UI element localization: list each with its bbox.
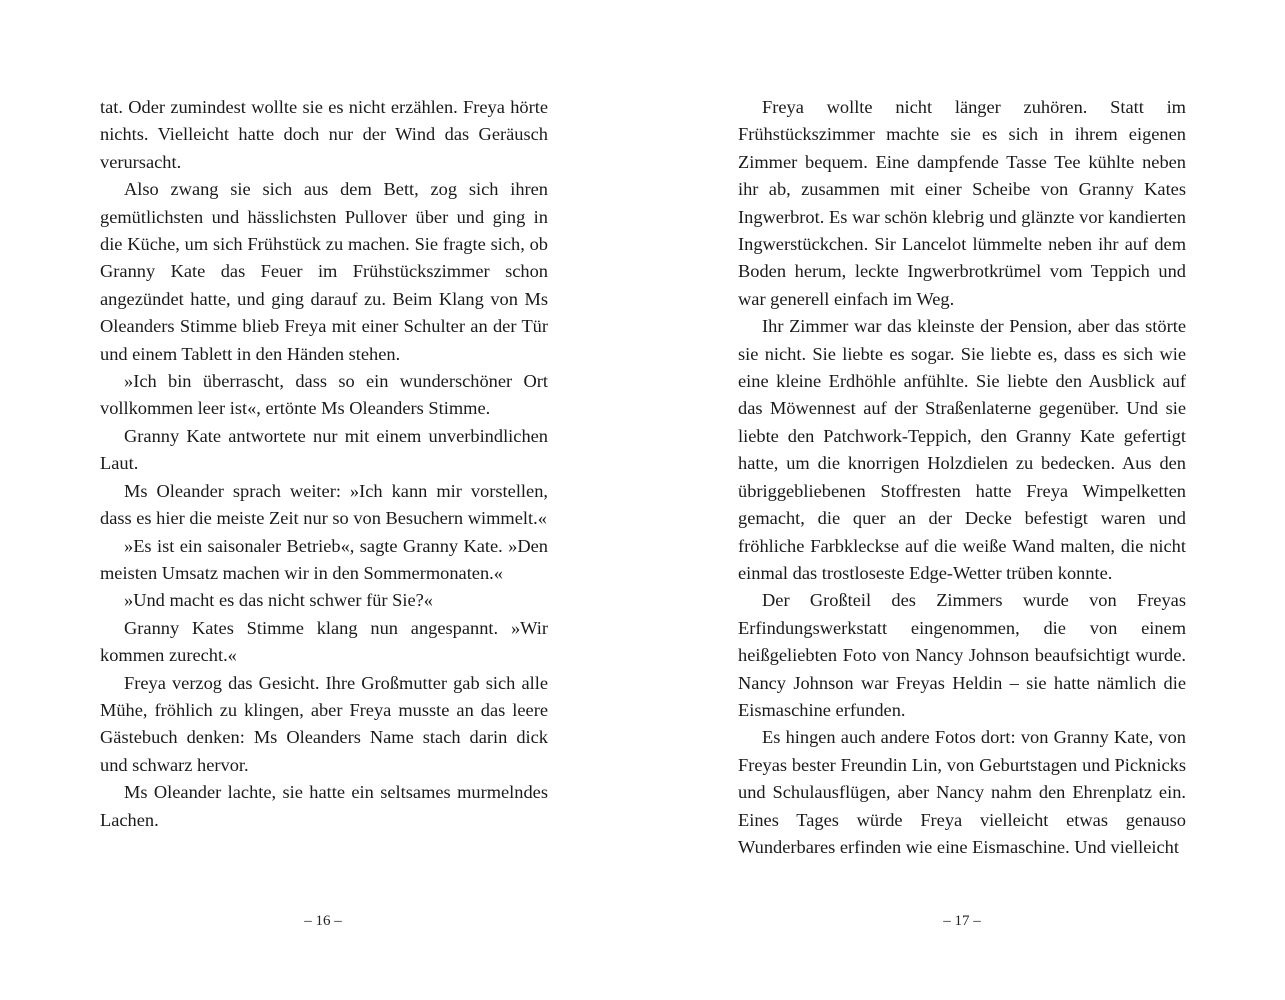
paragraph: Granny Kates Stimme klang nun angespannt. »Wir kommen zurecht.« bbox=[100, 617, 548, 666]
paragraph: »Es ist ein saisonaler Betrieb«, sagte Granny Kate. »Den meisten Umsatz machen wir in den Sommermonaten.« bbox=[100, 535, 548, 583]
page-number-right: – 17 – bbox=[943, 913, 981, 929]
left-page bbox=[100, 94, 548, 874]
paragraph: tat. Oder zumindest wollte sie es nicht erzählen. Freya hörte nichts. Vielleicht hatte doch nur der Wind das Geräusch verursacht. bbox=[100, 97, 548, 172]
paragraph: Granny Kate antwortete nur mit einem unverbindlichen Laut. bbox=[100, 425, 548, 474]
left-page-body bbox=[100, 94, 548, 834]
paragraph: Also zwang sie sich aus dem Bett, zog sich ihren gemütlichsten und hässlichsten Pullover über und ging in die Küche, um sich Frühstück zu machen. Sie fragte sich, ob Granny Kate das Feuer im Frühstückszimmer schon angezündet hatte, und ging darauf zu. Beim Klang von Ms Oleanders Stimme blieb Freya mit einer Schulter an der Tür und einem Tablett in den Händen stehen. bbox=[100, 179, 548, 364]
paragraph: »Und macht es das nicht schwer für Sie?« bbox=[124, 590, 433, 611]
paragraph: Ihr Zimmer war das kleinste der Pension, aber das störte sie nicht. Sie liebte es sogar. Sie liebte es, dass es sich wie eine kleine Erdhöhle anfühlte. Sie liebte den Ausblick auf das Möwennest auf der Straßenlaterne gegenüber. Und sie liebte den Patchwork-Teppich, den Granny Kate gefertigt hatte, um die knorrigen Holzdielen zu bedecken. Aus den übriggebliebenen Stoffresten hatte Freya Wimpelketten gemacht, die quer an der Decke befestigt waren und fröhliche Farbkleckse auf die weiße Wand malten, die nicht einmal das trostloseste Edge-Wetter trüben konnte. bbox=[738, 316, 1186, 583]
paragraph: Ms Oleander sprach weiter: »Ich kann mir vorstellen, dass es hier die meiste Zeit nur so von Besuchern wimmelt.« bbox=[100, 480, 548, 529]
paragraph: Es hingen auch andere Fotos dort: von Granny Kate, von Freyas bester Freundin Lin, von Geburtstagen und Picknicks und Schulausflügen, aber Nancy nahm den Ehrenplatz ein. Eines Tages würde Freya vielleicht etwas genauso Wunderbares erfinden wie eine Eismaschine. Und vielleicht bbox=[738, 727, 1186, 857]
right-page-body bbox=[738, 94, 1186, 861]
paragraph: Freya wollte nicht länger zuhören. Statt im Frühstückszimmer machte sie es sich in ihrem eigenen Zimmer bequem. Eine dampfende Tasse Tee kühlte neben ihr ab, zusammen mit einer Scheibe von Granny Kates Ingwerbrot. Es war schön klebrig und glänzte vor kandierten Ingwerstückchen. Sir Lancelot lümmelte neben ihr auf dem Boden herum, leckte Ingwerbrotkrümel vom Teppich und war generell einfach im Weg. bbox=[738, 97, 1186, 309]
right-page bbox=[738, 94, 1186, 874]
paragraph: Ms Oleander lachte, sie hatte ein seltsames murmelndes Lachen. bbox=[100, 782, 548, 830]
paragraph: Der Großteil des Zimmers wurde von Freyas Erfindungswerkstatt eingenommen, die von einem heißgeliebten Foto von Nancy Johnson beaufsichtigt wurde. Nancy Johnson war Freyas Heldin – sie hatte nämlich die Eismaschine erfunden. bbox=[738, 590, 1186, 720]
paragraph: Freya verzog das Gesicht. Ihre Großmutter gab sich alle Mühe, fröhlich zu klingen, aber Freya musste an das leere Gästebuch denken: Ms Oleanders Name stach darin dick und schwarz hervor. bbox=[100, 672, 548, 775]
paragraph: »Ich bin überrascht, dass so ein wunderschöner Ort vollkommen leer ist«, ertönte Ms Oleanders Stimme. bbox=[100, 371, 548, 419]
page-number-left: – 16 – bbox=[304, 913, 342, 929]
